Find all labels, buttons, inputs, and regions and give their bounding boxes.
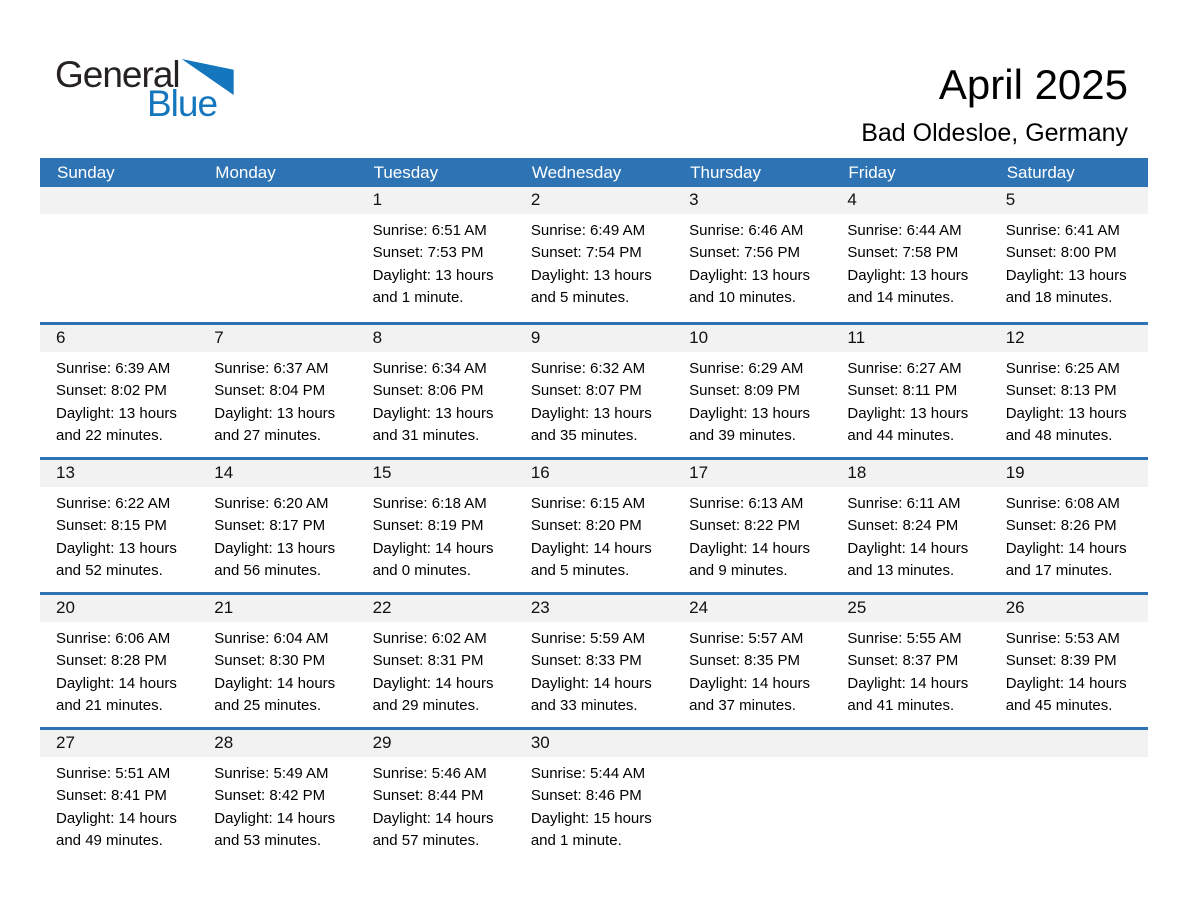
day-cell bbox=[673, 595, 831, 727]
sunset-text: Sunset: 8:13 PM bbox=[1005, 382, 1117, 400]
day-number: 30 bbox=[515, 730, 673, 757]
sunset-text: Sunset: 8:46 PM bbox=[530, 787, 642, 805]
day-cell bbox=[831, 595, 989, 727]
sunset-text: Sunset: 8:00 PM bbox=[1005, 244, 1117, 262]
daylight-text: Daylight: 13 hours and 52 minutes. bbox=[56, 539, 177, 580]
day-details bbox=[990, 487, 1148, 583]
weekday-header-tuesday: Tuesday bbox=[373, 163, 439, 182]
sunset-text: Sunset: 8:22 PM bbox=[689, 517, 801, 535]
sunrise-text: Sunrise: 6:18 AM bbox=[372, 495, 487, 512]
sunrise-text: Sunrise: 6:08 AM bbox=[1005, 495, 1120, 512]
sunrise-text: Sunrise: 6:46 AM bbox=[689, 222, 804, 239]
day-cell bbox=[40, 460, 198, 592]
day-details bbox=[40, 622, 198, 718]
daylight-text: Daylight: 14 hours and 17 minutes. bbox=[1005, 539, 1127, 580]
daylight-text: Daylight: 13 hours and 31 minutes. bbox=[372, 404, 494, 445]
sunset-text: Sunset: 8:06 PM bbox=[372, 382, 484, 400]
day-number: 26 bbox=[990, 595, 1148, 622]
daylight-text: Daylight: 14 hours and 29 minutes. bbox=[372, 674, 494, 715]
sunset-text: Sunset: 8:02 PM bbox=[56, 382, 167, 400]
day-details bbox=[673, 352, 831, 448]
day-cell bbox=[198, 595, 356, 727]
day-details bbox=[515, 214, 673, 310]
sunset-text: Sunset: 8:07 PM bbox=[530, 382, 642, 400]
sunrise-text: Sunrise: 6:15 AM bbox=[530, 495, 646, 512]
day-cell bbox=[515, 595, 673, 727]
sunrise-text: Sunrise: 5:49 AM bbox=[214, 765, 329, 782]
daylight-text: Daylight: 14 hours and 45 minutes. bbox=[1005, 674, 1127, 715]
day-cell bbox=[357, 595, 515, 727]
sunrise-text: Sunrise: 5:46 AM bbox=[372, 765, 487, 782]
page-title: April 2025 bbox=[938, 61, 1128, 108]
sunrise-text: Sunrise: 6:25 AM bbox=[1005, 360, 1120, 377]
daylight-text: Daylight: 14 hours and 53 minutes. bbox=[214, 809, 336, 850]
day-details bbox=[357, 487, 515, 583]
day-cell bbox=[515, 187, 673, 322]
day-details bbox=[673, 214, 831, 310]
day-number: 6 bbox=[40, 325, 198, 352]
daylight-text: Daylight: 14 hours and 13 minutes. bbox=[847, 539, 969, 580]
day-cell bbox=[198, 730, 356, 862]
sunset-text: Sunset: 8:42 PM bbox=[214, 787, 326, 805]
sunrise-text: Sunrise: 6:44 AM bbox=[847, 222, 962, 239]
day-number: 20 bbox=[40, 595, 198, 622]
sunset-text: Sunset: 8:26 PM bbox=[1005, 517, 1117, 535]
daylight-text: Daylight: 13 hours and 5 minutes. bbox=[530, 266, 652, 307]
day-number: 16 bbox=[515, 460, 673, 487]
weekday-header-wednesday: Wednesday bbox=[531, 163, 622, 182]
day-number: 22 bbox=[357, 595, 515, 622]
day-number: 12 bbox=[990, 325, 1148, 352]
day-number: 11 bbox=[831, 325, 989, 352]
day-details bbox=[673, 622, 831, 718]
daylight-text: Daylight: 14 hours and 9 minutes. bbox=[689, 539, 811, 580]
day-cell bbox=[515, 460, 673, 592]
day-cell bbox=[673, 325, 831, 457]
day-cell bbox=[673, 460, 831, 592]
week-row bbox=[40, 457, 1148, 592]
sunrise-text: Sunrise: 5:53 AM bbox=[1005, 630, 1120, 647]
sunrise-text: Sunrise: 6:29 AM bbox=[689, 360, 804, 377]
day-cell bbox=[198, 460, 356, 592]
day-cell bbox=[515, 730, 673, 862]
daylight-text: Daylight: 14 hours and 0 minutes. bbox=[372, 539, 494, 580]
day-number: 21 bbox=[198, 595, 356, 622]
day-number: 5 bbox=[990, 187, 1148, 214]
weekday-header-friday: Friday bbox=[848, 163, 896, 182]
day-details bbox=[198, 352, 356, 448]
daylight-text: Daylight: 14 hours and 21 minutes. bbox=[56, 674, 177, 715]
empty-cell bbox=[40, 187, 198, 322]
sunrise-text: Sunrise: 6:39 AM bbox=[56, 360, 171, 377]
daylight-text: Daylight: 14 hours and 33 minutes. bbox=[530, 674, 652, 715]
sunrise-text: Sunrise: 5:59 AM bbox=[530, 630, 646, 647]
day-number: 27 bbox=[40, 730, 198, 757]
daylight-text: Daylight: 13 hours and 1 minute. bbox=[372, 266, 494, 307]
day-number: 17 bbox=[673, 460, 831, 487]
day-cell bbox=[515, 325, 673, 457]
day-details bbox=[990, 352, 1148, 448]
day-cell bbox=[357, 460, 515, 592]
day-number: 4 bbox=[831, 187, 989, 214]
day-number bbox=[198, 187, 356, 214]
day-number: 24 bbox=[673, 595, 831, 622]
day-details bbox=[198, 757, 356, 853]
day-cell bbox=[990, 595, 1148, 727]
day-details bbox=[515, 487, 673, 583]
daylight-text: Daylight: 14 hours and 37 minutes. bbox=[689, 674, 811, 715]
daylight-text: Daylight: 14 hours and 25 minutes. bbox=[214, 674, 336, 715]
day-details bbox=[515, 757, 673, 853]
empty-cell bbox=[831, 730, 989, 862]
calendar bbox=[40, 158, 1148, 862]
day-number: 8 bbox=[357, 325, 515, 352]
daylight-text: Daylight: 14 hours and 5 minutes. bbox=[530, 539, 652, 580]
general-blue-logo bbox=[55, 54, 234, 124]
day-number: 14 bbox=[198, 460, 356, 487]
day-details bbox=[515, 352, 673, 448]
weekday-header-saturday: Saturday bbox=[1006, 163, 1075, 182]
sunrise-text: Sunrise: 5:44 AM bbox=[530, 765, 646, 782]
day-number bbox=[40, 187, 198, 214]
daylight-text: Daylight: 13 hours and 44 minutes. bbox=[847, 404, 969, 445]
day-details bbox=[357, 757, 515, 853]
sunrise-text: Sunrise: 6:34 AM bbox=[372, 360, 487, 377]
page-subtitle: Bad Oldesloe, Germany bbox=[861, 119, 1128, 147]
daylight-text: Daylight: 13 hours and 27 minutes. bbox=[214, 404, 336, 445]
sunrise-text: Sunrise: 5:55 AM bbox=[847, 630, 962, 647]
day-details bbox=[198, 487, 356, 583]
week-row bbox=[40, 727, 1148, 862]
daylight-text: Daylight: 13 hours and 48 minutes. bbox=[1005, 404, 1127, 445]
logo-text-general: General bbox=[55, 54, 180, 95]
weekday-header-thursday: Thursday bbox=[690, 163, 761, 182]
sunset-text: Sunset: 8:20 PM bbox=[530, 517, 642, 535]
sunset-text: Sunset: 8:37 PM bbox=[847, 652, 959, 670]
daylight-text: Daylight: 14 hours and 57 minutes. bbox=[372, 809, 494, 850]
sunset-text: Sunset: 8:30 PM bbox=[214, 652, 326, 670]
day-cell bbox=[990, 325, 1148, 457]
day-details bbox=[357, 352, 515, 448]
day-number: 23 bbox=[515, 595, 673, 622]
day-details bbox=[990, 214, 1148, 310]
sunrise-text: Sunrise: 6:06 AM bbox=[56, 630, 171, 647]
day-details bbox=[831, 352, 989, 448]
day-cell bbox=[198, 325, 356, 457]
day-details bbox=[831, 487, 989, 583]
day-number bbox=[831, 730, 989, 757]
day-number bbox=[673, 730, 831, 757]
logo-text-blue: Blue bbox=[147, 83, 218, 124]
daylight-text: Daylight: 13 hours and 14 minutes. bbox=[847, 266, 969, 307]
sunset-text: Sunset: 8:04 PM bbox=[214, 382, 326, 400]
day-cell bbox=[357, 325, 515, 457]
day-number: 15 bbox=[357, 460, 515, 487]
weekday-header-sunday: Sunday bbox=[57, 163, 115, 182]
day-number: 13 bbox=[40, 460, 198, 487]
sunrise-text: Sunrise: 6:13 AM bbox=[689, 495, 804, 512]
week-row bbox=[40, 187, 1148, 322]
day-cell bbox=[831, 460, 989, 592]
daylight-text: Daylight: 13 hours and 22 minutes. bbox=[56, 404, 177, 445]
sunrise-text: Sunrise: 6:51 AM bbox=[372, 222, 487, 239]
empty-cell bbox=[990, 730, 1148, 862]
sunset-text: Sunset: 7:53 PM bbox=[372, 244, 484, 262]
daylight-text: Daylight: 13 hours and 39 minutes. bbox=[689, 404, 811, 445]
day-details bbox=[40, 757, 198, 853]
sunrise-text: Sunrise: 6:02 AM bbox=[372, 630, 487, 647]
sunset-text: Sunset: 8:24 PM bbox=[847, 517, 959, 535]
sunset-text: Sunset: 8:33 PM bbox=[530, 652, 642, 670]
empty-cell bbox=[198, 187, 356, 322]
day-details bbox=[990, 622, 1148, 718]
day-details bbox=[831, 622, 989, 718]
day-number: 25 bbox=[831, 595, 989, 622]
sunrise-text: Sunrise: 6:37 AM bbox=[214, 360, 329, 377]
calendar-weeks bbox=[40, 187, 1148, 862]
day-details bbox=[198, 622, 356, 718]
day-number: 10 bbox=[673, 325, 831, 352]
sunrise-text: Sunrise: 6:11 AM bbox=[847, 495, 961, 512]
day-details bbox=[357, 622, 515, 718]
sunrise-text: Sunrise: 6:04 AM bbox=[214, 630, 329, 647]
sunrise-text: Sunrise: 6:49 AM bbox=[530, 222, 646, 239]
day-details bbox=[515, 622, 673, 718]
daylight-text: Daylight: 13 hours and 35 minutes. bbox=[530, 404, 652, 445]
daylight-text: Daylight: 13 hours and 56 minutes. bbox=[214, 539, 336, 580]
sunset-text: Sunset: 8:41 PM bbox=[56, 787, 167, 805]
day-cell bbox=[40, 595, 198, 727]
day-details bbox=[673, 487, 831, 583]
sunrise-text: Sunrise: 6:32 AM bbox=[530, 360, 646, 377]
day-details bbox=[40, 487, 198, 583]
sunset-text: Sunset: 8:17 PM bbox=[214, 517, 326, 535]
sunset-text: Sunset: 8:44 PM bbox=[372, 787, 484, 805]
day-cell bbox=[831, 325, 989, 457]
sunset-text: Sunset: 7:56 PM bbox=[689, 244, 801, 262]
sunset-text: Sunset: 8:39 PM bbox=[1005, 652, 1117, 670]
sunset-text: Sunset: 8:09 PM bbox=[689, 382, 801, 400]
sunrise-text: Sunrise: 5:57 AM bbox=[689, 630, 804, 647]
day-details bbox=[357, 214, 515, 310]
sunset-text: Sunset: 8:31 PM bbox=[372, 652, 484, 670]
day-number: 3 bbox=[673, 187, 831, 214]
daylight-text: Daylight: 14 hours and 41 minutes. bbox=[847, 674, 969, 715]
day-number: 18 bbox=[831, 460, 989, 487]
day-cell bbox=[990, 460, 1148, 592]
sunrise-text: Sunrise: 6:27 AM bbox=[847, 360, 962, 377]
week-row bbox=[40, 322, 1148, 457]
sunset-text: Sunset: 8:35 PM bbox=[689, 652, 801, 670]
day-details bbox=[40, 352, 198, 448]
day-number: 28 bbox=[198, 730, 356, 757]
day-cell bbox=[990, 187, 1148, 322]
daylight-text: Daylight: 15 hours and 1 minute. bbox=[530, 809, 652, 850]
day-number: 29 bbox=[357, 730, 515, 757]
week-row bbox=[40, 592, 1148, 727]
sunset-text: Sunset: 7:54 PM bbox=[530, 244, 642, 262]
day-number: 19 bbox=[990, 460, 1148, 487]
sunrise-text: Sunrise: 6:41 AM bbox=[1005, 222, 1120, 239]
day-cell bbox=[40, 325, 198, 457]
day-details bbox=[831, 214, 989, 310]
daylight-text: Daylight: 13 hours and 10 minutes. bbox=[689, 266, 811, 307]
day-number: 1 bbox=[357, 187, 515, 214]
daylight-text: Daylight: 13 hours and 18 minutes. bbox=[1005, 266, 1127, 307]
weekday-header-monday: Monday bbox=[215, 163, 276, 182]
empty-cell bbox=[673, 730, 831, 862]
day-cell bbox=[831, 187, 989, 322]
day-cell bbox=[40, 730, 198, 862]
sunset-text: Sunset: 7:58 PM bbox=[847, 244, 959, 262]
day-cell bbox=[357, 730, 515, 862]
sunset-text: Sunset: 8:19 PM bbox=[372, 517, 484, 535]
day-cell bbox=[673, 187, 831, 322]
sunset-text: Sunset: 8:15 PM bbox=[56, 517, 167, 535]
day-number: 9 bbox=[515, 325, 673, 352]
sunrise-text: Sunrise: 6:22 AM bbox=[56, 495, 171, 512]
day-number: 7 bbox=[198, 325, 356, 352]
sunrise-text: Sunrise: 5:51 AM bbox=[56, 765, 171, 782]
weekday-header-row bbox=[40, 158, 1148, 187]
sunrise-text: Sunrise: 6:20 AM bbox=[214, 495, 329, 512]
day-cell bbox=[357, 187, 515, 322]
day-number: 2 bbox=[515, 187, 673, 214]
daylight-text: Daylight: 14 hours and 49 minutes. bbox=[56, 809, 177, 850]
sunset-text: Sunset: 8:28 PM bbox=[56, 652, 167, 670]
sunset-text: Sunset: 8:11 PM bbox=[847, 382, 958, 400]
day-number bbox=[990, 730, 1148, 757]
